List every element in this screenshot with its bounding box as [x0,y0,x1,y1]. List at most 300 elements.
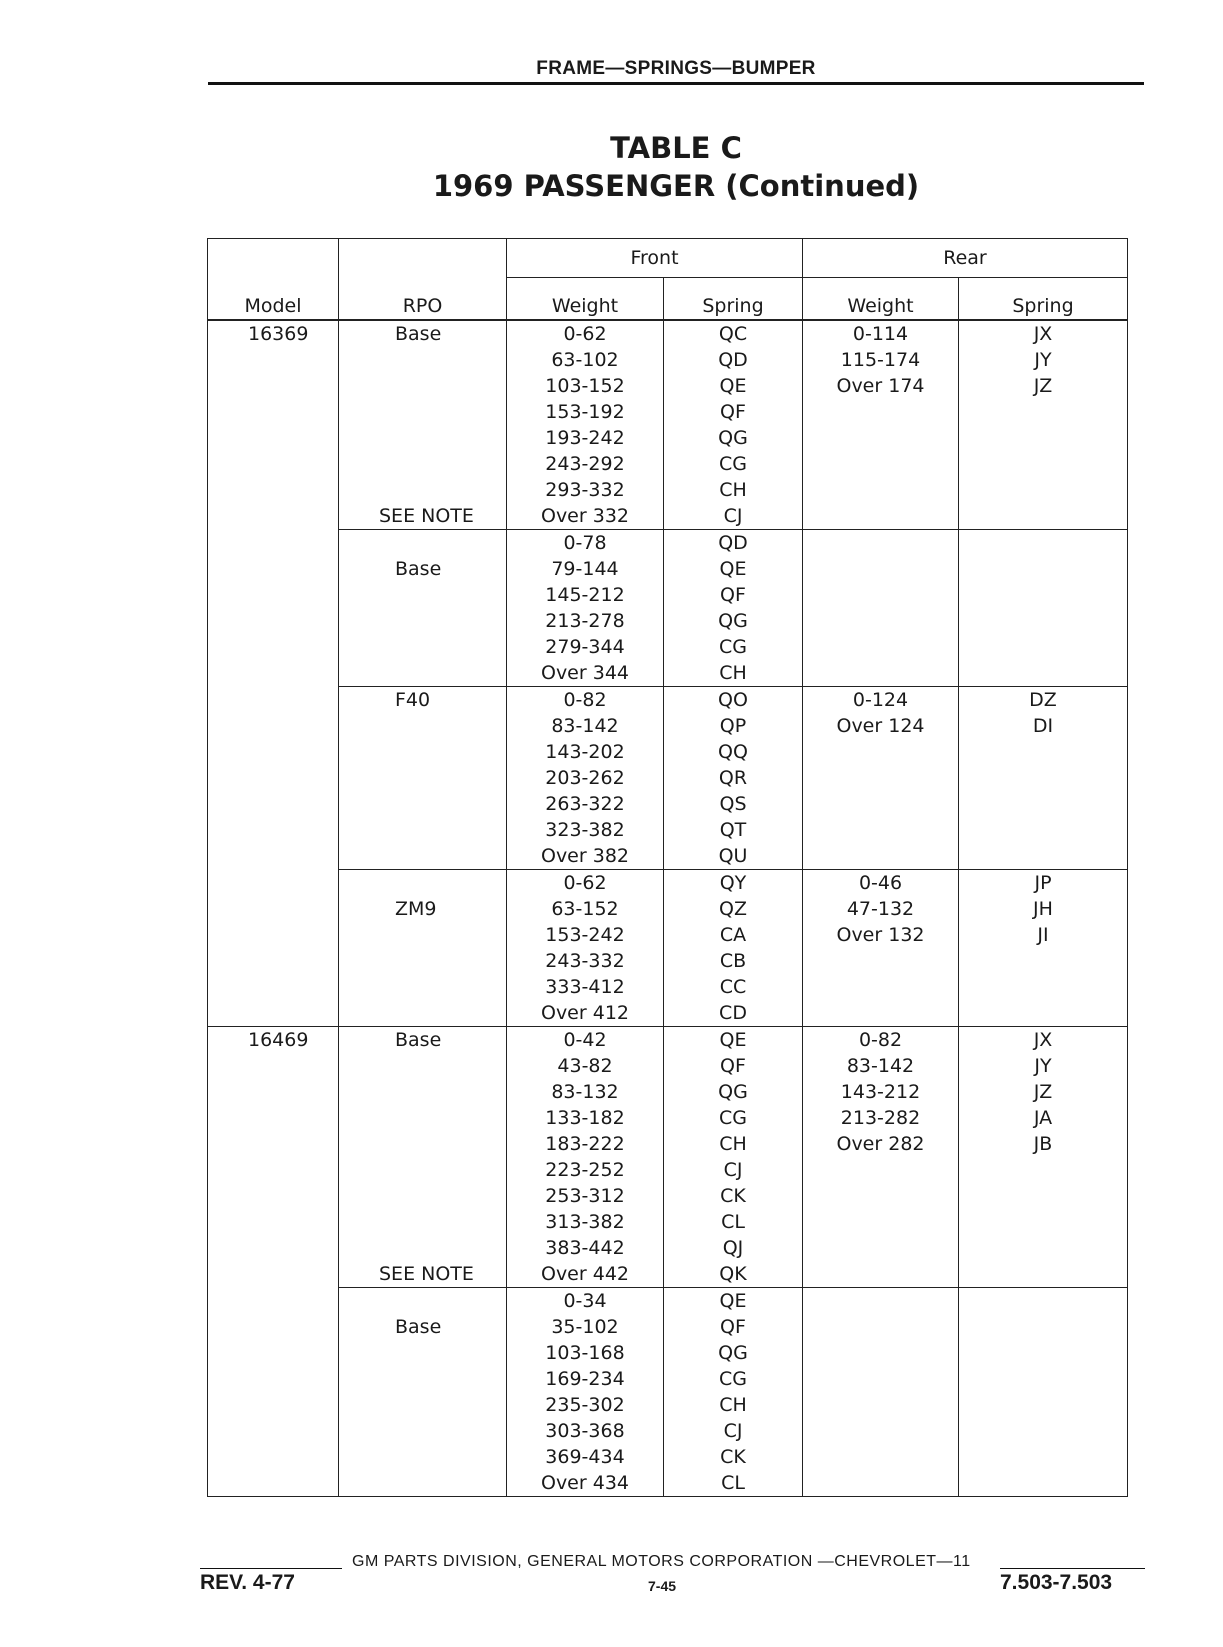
front-weight-cell: 223-252 [507,1157,664,1183]
rpo-cell [339,634,507,660]
front-spring-cell: QF [664,582,803,608]
rear-spring-cell [959,948,1128,974]
model-cell [208,1340,339,1366]
rpo-cell [339,451,507,477]
rear-spring-cell [959,503,1128,530]
table-row [208,948,1128,974]
table-row [208,634,1128,660]
front-weight-cell: 203-262 [507,765,664,791]
front-spring-cell: QZ [664,896,803,922]
front-weight-cell: Over 344 [507,660,664,687]
model-cell [208,530,339,557]
footer-rule-right [1000,1568,1145,1569]
rpo-cell: ZM9 [339,896,507,922]
table-row [208,817,1128,843]
table-row [208,1340,1128,1366]
model-cell [208,1444,339,1470]
rear-spring-cell [959,1261,1128,1288]
rear-spring-cell: JI [959,922,1128,948]
front-weight-cell: 253-312 [507,1183,664,1209]
front-spring-cell: QF [664,1314,803,1340]
rear-spring-cell: JH [959,896,1128,922]
table-row [208,843,1128,870]
rpo-cell: F40 [339,687,507,714]
table-row [208,1079,1128,1105]
rear-spring-cell [959,843,1128,870]
front-weight-cell: 313-382 [507,1209,664,1235]
table-row [208,687,1128,714]
rpo-cell [339,1392,507,1418]
rear-spring-cell: JA [959,1105,1128,1131]
rear-spring-cell: JX [959,1027,1128,1054]
rpo-cell: Base [339,1314,507,1340]
front-spring-cell: QC [664,320,803,347]
table-row [208,425,1128,451]
rear-spring-cell [959,530,1128,557]
table-row [208,1131,1128,1157]
front-weight-cell: 0-82 [507,687,664,714]
front-weight-cell: 243-332 [507,948,664,974]
rpo-cell: Base [339,1027,507,1054]
model-cell [208,1157,339,1183]
rear-spring-cell [959,660,1128,687]
front-spring-cell: CJ [664,1418,803,1444]
rear-spring-cell [959,477,1128,503]
rear-spring-cell: DI [959,713,1128,739]
rear-spring-cell [959,791,1128,817]
front-weight-cell: 213-278 [507,608,664,634]
rear-spring-cell: JX [959,320,1128,347]
rpo-cell [339,843,507,870]
rear-weight-cell [803,1366,959,1392]
rear-spring-cell [959,1314,1128,1340]
model-cell [208,1261,339,1288]
front-weight-cell: 0-42 [507,1027,664,1054]
front-weight-cell: 35-102 [507,1314,664,1340]
front-spring-cell: CH [664,477,803,503]
model-cell [208,817,339,843]
front-spring-cell: CH [664,660,803,687]
front-weight-cell: 145-212 [507,582,664,608]
model-cell [208,713,339,739]
rear-spring-cell [959,1209,1128,1235]
front-weight-cell: 183-222 [507,1131,664,1157]
rear-weight-cell [803,791,959,817]
table-row [208,660,1128,687]
rpo-cell [339,1470,507,1497]
model-cell [208,1470,339,1497]
rear-weight-cell: 213-282 [803,1105,959,1131]
model-cell [208,373,339,399]
column-header-rear-weight: Weight [803,278,959,321]
front-spring-cell: QE [664,1288,803,1315]
model-cell [208,1053,339,1079]
rear-spring-cell: JY [959,347,1128,373]
rpo-cell [339,608,507,634]
rpo-cell [339,713,507,739]
column-header-front-weight: Weight [507,278,664,321]
rpo-cell [339,948,507,974]
footer-rule-left [200,1568,342,1569]
rpo-cell [339,1105,507,1131]
rear-spring-cell [959,582,1128,608]
rear-spring-cell [959,1340,1128,1366]
front-spring-cell: QE [664,1027,803,1054]
rear-spring-cell: JB [959,1131,1128,1157]
rear-weight-cell [803,843,959,870]
table-subtitle: 1969 PASSENGER (Continued) [432,169,920,203]
table-row [208,530,1128,557]
table-row [208,765,1128,791]
rear-weight-cell [803,1183,959,1209]
rpo-cell [339,1053,507,1079]
rear-spring-cell [959,1392,1128,1418]
front-weight-cell: 63-102 [507,347,664,373]
table-row [208,1235,1128,1261]
column-header-rpo: RPO [339,278,507,321]
footer-revision: REV. 4-77 [200,1571,295,1594]
rpo-cell [339,1183,507,1209]
model-cell [208,1366,339,1392]
table-row [208,1261,1128,1288]
model-cell [208,347,339,373]
front-spring-cell: CB [664,948,803,974]
rear-weight-cell [803,974,959,1000]
model-cell [208,765,339,791]
footer-page-number: 7-45 [648,1578,677,1594]
rear-spring-cell [959,1470,1128,1497]
table-row [208,556,1128,582]
rear-weight-cell [803,530,959,557]
front-weight-cell: 83-142 [507,713,664,739]
front-weight-cell: 63-152 [507,896,664,922]
rear-weight-cell: 47-132 [803,896,959,922]
header-model-top [208,239,339,278]
rear-spring-cell [959,608,1128,634]
model-cell [208,896,339,922]
see-note-cell: SEE NOTE [339,1261,507,1288]
front-spring-cell: QP [664,713,803,739]
front-spring-cell: QR [664,765,803,791]
model-cell [208,503,339,530]
model-cell [208,582,339,608]
rear-spring-cell [959,817,1128,843]
table-row [208,477,1128,503]
model-cell [208,870,339,897]
rear-spring-cell [959,1183,1128,1209]
rear-weight-cell: 83-142 [803,1053,959,1079]
rpo-cell [339,425,507,451]
table-row [208,503,1128,530]
rear-weight-cell [803,739,959,765]
rear-spring-cell [959,634,1128,660]
rpo-cell [339,1444,507,1470]
front-weight-cell: 143-202 [507,739,664,765]
rear-weight-cell [803,634,959,660]
model-cell [208,660,339,687]
front-spring-cell: QE [664,556,803,582]
front-weight-cell: Over 412 [507,1000,664,1027]
rear-weight-cell: 0-124 [803,687,959,714]
front-spring-cell: CH [664,1392,803,1418]
rear-weight-cell: Over 174 [803,373,959,399]
rear-weight-cell [803,765,959,791]
footer-corporation: GM PARTS DIVISION, GENERAL MOTORS CORPORATION —CHEVROLET—11 [352,1553,971,1570]
front-spring-cell: QS [664,791,803,817]
rear-spring-cell [959,1366,1128,1392]
rpo-cell [339,1209,507,1235]
front-spring-cell: CJ [664,1157,803,1183]
rpo-cell [339,1131,507,1157]
table-row [208,582,1128,608]
rear-weight-cell [803,582,959,608]
rpo-cell [339,399,507,425]
rear-weight-cell: 0-46 [803,870,959,897]
front-weight-cell: 333-412 [507,974,664,1000]
front-weight-cell: 0-78 [507,530,664,557]
table-row [208,1027,1128,1054]
front-weight-cell: 369-434 [507,1444,664,1470]
rpo-cell [339,1288,507,1315]
rpo-cell [339,1157,507,1183]
model-cell [208,948,339,974]
front-weight-cell: 383-442 [507,1235,664,1261]
front-spring-cell: QQ [664,739,803,765]
model-cell [208,843,339,870]
table-row [208,1183,1128,1209]
model-cell [208,608,339,634]
table-row [208,399,1128,425]
front-weight-cell: 43-82 [507,1053,664,1079]
rear-spring-cell [959,425,1128,451]
front-weight-cell: Over 382 [507,843,664,870]
front-spring-cell: QD [664,347,803,373]
model-cell [208,1131,339,1157]
front-spring-cell: QE [664,373,803,399]
front-spring-cell: CA [664,922,803,948]
front-spring-cell: CL [664,1209,803,1235]
rpo-cell [339,1000,507,1027]
table-row [208,1288,1128,1315]
front-weight-cell: 103-168 [507,1340,664,1366]
model-cell [208,1209,339,1235]
front-weight-cell: 153-242 [507,922,664,948]
rear-spring-cell [959,399,1128,425]
rear-weight-cell [803,451,959,477]
model-cell [208,1105,339,1131]
front-weight-cell: 0-62 [507,870,664,897]
front-spring-cell: CK [664,1183,803,1209]
rpo-cell [339,922,507,948]
rear-spring-cell: JY [959,1053,1128,1079]
rpo-cell [339,477,507,503]
table-row [208,974,1128,1000]
table-body [208,320,1128,1497]
front-weight-cell: 279-344 [507,634,664,660]
front-spring-cell: CL [664,1470,803,1497]
footer-section-number: 7.503-7.503 [1000,1571,1113,1594]
table-row [208,1314,1128,1340]
rear-spring-cell: JZ [959,1079,1128,1105]
model-cell [208,1418,339,1444]
front-spring-cell: QF [664,1053,803,1079]
rpo-cell [339,1079,507,1105]
rpo-cell [339,974,507,1000]
model-cell: 16469 [208,1027,339,1054]
header-rule [208,82,1144,85]
rear-spring-cell [959,765,1128,791]
rpo-cell [339,347,507,373]
model-cell [208,687,339,714]
model-cell [208,739,339,765]
rear-weight-cell [803,948,959,974]
table-row [208,1157,1128,1183]
rpo-cell [339,817,507,843]
front-spring-cell: CG [664,1366,803,1392]
front-spring-cell: QU [664,843,803,870]
model-cell [208,425,339,451]
table-row [208,922,1128,948]
front-weight-cell: Over 434 [507,1470,664,1497]
table-row [208,1470,1128,1497]
table-row [208,896,1128,922]
front-weight-cell: 303-368 [507,1418,664,1444]
front-weight-cell: 0-62 [507,320,664,347]
front-spring-cell: CK [664,1444,803,1470]
rear-weight-cell [803,1157,959,1183]
rear-weight-cell: 115-174 [803,347,959,373]
rear-weight-cell [803,1418,959,1444]
rear-weight-cell: 0-114 [803,320,959,347]
model-cell [208,1235,339,1261]
table-row [208,1209,1128,1235]
model-cell [208,1314,339,1340]
rpo-cell [339,1235,507,1261]
rear-spring-cell [959,1000,1128,1027]
rear-weight-cell [803,1392,959,1418]
rpo-cell [339,660,507,687]
front-spring-cell: QY [664,870,803,897]
model-cell: 16369 [208,320,339,347]
rear-weight-cell [803,425,959,451]
header-front: Front [507,239,803,278]
rear-spring-cell [959,1444,1128,1470]
front-spring-cell: QG [664,1340,803,1366]
rpo-cell [339,791,507,817]
front-spring-cell: QG [664,1079,803,1105]
table-row [208,1418,1128,1444]
front-weight-cell: 0-34 [507,1288,664,1315]
rear-weight-cell [803,477,959,503]
spring-table [207,238,1128,1497]
table-row [208,791,1128,817]
rpo-cell [339,582,507,608]
table-row [208,1053,1128,1079]
front-spring-cell: QJ [664,1235,803,1261]
front-weight-cell: 323-382 [507,817,664,843]
table-row [208,1000,1128,1027]
column-header-rear-spring: Spring [959,278,1128,321]
rear-spring-cell [959,1157,1128,1183]
rear-weight-cell: 0-82 [803,1027,959,1054]
front-spring-cell: CC [664,974,803,1000]
rear-spring-cell [959,974,1128,1000]
front-spring-cell: CG [664,1105,803,1131]
rpo-cell [339,870,507,897]
front-weight-cell: 153-192 [507,399,664,425]
front-spring-cell: QF [664,399,803,425]
rear-weight-cell [803,1470,959,1497]
front-weight-cell: 169-234 [507,1366,664,1392]
model-cell [208,1000,339,1027]
rpo-cell [339,765,507,791]
table-row [208,713,1128,739]
rear-spring-cell [959,739,1128,765]
front-weight-cell: 235-302 [507,1392,664,1418]
table-row [208,1392,1128,1418]
model-cell [208,1079,339,1105]
rpo-cell [339,1340,507,1366]
model-cell [208,1392,339,1418]
model-cell [208,922,339,948]
table-row [208,451,1128,477]
front-weight-cell: 133-182 [507,1105,664,1131]
section-header: FRAME—SPRINGS—BUMPER [536,58,816,79]
rear-weight-cell [803,1235,959,1261]
front-spring-cell: CG [664,451,803,477]
rpo-cell [339,530,507,557]
front-spring-cell: QG [664,425,803,451]
column-header-model: Model [208,278,339,321]
front-weight-cell: 103-152 [507,373,664,399]
table-row [208,1444,1128,1470]
rear-weight-cell [803,1340,959,1366]
front-spring-cell: QO [664,687,803,714]
rpo-cell [339,1418,507,1444]
model-cell [208,974,339,1000]
table-row [208,1105,1128,1131]
table-row [208,1366,1128,1392]
rear-weight-cell: Over 124 [803,713,959,739]
front-spring-cell: QD [664,530,803,557]
rear-weight-cell [803,1000,959,1027]
front-spring-cell: CD [664,1000,803,1027]
front-weight-cell: 293-332 [507,477,664,503]
front-weight-cell: Over 332 [507,503,664,530]
rear-spring-cell [959,1235,1128,1261]
model-cell [208,451,339,477]
table-row [208,739,1128,765]
rear-spring-cell [959,556,1128,582]
rear-spring-cell [959,1418,1128,1444]
rear-weight-cell [803,608,959,634]
rpo-cell [339,739,507,765]
column-header-front-spring: Spring [664,278,803,321]
table-row [208,320,1128,347]
rear-spring-cell: JP [959,870,1128,897]
front-weight-cell: 193-242 [507,425,664,451]
rear-spring-cell [959,1288,1128,1315]
rpo-cell: Base [339,556,507,582]
header-rpo-top [339,239,507,278]
table-title: TABLE C [610,131,742,165]
see-note-cell: SEE NOTE [339,503,507,530]
model-cell [208,634,339,660]
front-spring-cell: CJ [664,503,803,530]
rpo-cell [339,1366,507,1392]
model-cell [208,556,339,582]
front-spring-cell: CG [664,634,803,660]
